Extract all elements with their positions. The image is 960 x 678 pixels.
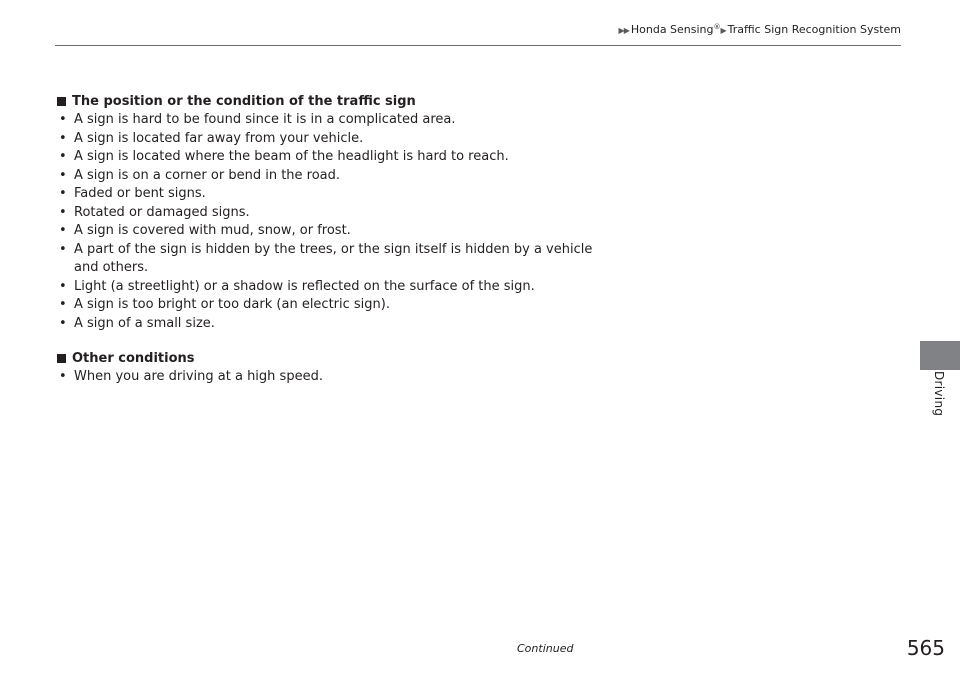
bullet-icon: • xyxy=(59,149,67,164)
list-item: • A sign is located where the beam of the headlight is hard to reach. xyxy=(55,148,615,167)
chapter-tab xyxy=(920,341,960,370)
section-spacer xyxy=(55,333,615,349)
chapter-label: Driving xyxy=(932,371,946,417)
bullet-icon: • xyxy=(59,278,67,294)
list-item: • Light (a streetlight) or a shadow is reflected on the surface of the sign. xyxy=(55,278,615,297)
continued-note: Continued xyxy=(517,642,574,655)
section-heading-text: Other conditions xyxy=(72,351,195,366)
bullet-icon: • xyxy=(59,186,67,201)
sign-condition-list xyxy=(55,111,615,333)
list-item: • Rotated or damaged signs. xyxy=(55,204,615,223)
breadcrumb-topic: Traffic Sign Recognition System xyxy=(727,23,901,36)
list-item: • A sign is too bright or too dark (an electric sign). xyxy=(55,296,615,315)
section-heading-sign-condition xyxy=(55,92,615,111)
square-bullet-icon xyxy=(57,354,66,363)
section-heading-text: The position or the condition of the traffic sign xyxy=(72,94,416,109)
breadcrumb xyxy=(619,19,901,39)
arrow-icon: ▶ xyxy=(720,26,726,35)
page-number: 565 xyxy=(906,636,945,660)
list-item: • A part of the sign is hidden by the trees, or the sign itself is hidden by a vehicle and others. xyxy=(59,241,593,275)
double-arrow-icon: ▶▶ xyxy=(618,26,629,35)
bullet-icon: • xyxy=(59,241,67,257)
list-item: • A sign is located far away from your vehicle. xyxy=(55,130,615,149)
main-content xyxy=(55,92,615,387)
bullet-icon: • xyxy=(59,369,67,384)
breadcrumb-section: Honda Sensing xyxy=(630,23,714,36)
bullet-icon: • xyxy=(59,297,67,312)
square-bullet-icon xyxy=(57,97,66,106)
list-item: • A sign is on a corner or bend in the road. xyxy=(55,167,615,186)
list-item: • Faded or bent signs. xyxy=(55,185,615,204)
section-heading-other-conditions xyxy=(55,349,615,368)
list-item: • A sign of a small size. xyxy=(55,315,615,334)
other-conditions-list xyxy=(55,368,615,387)
list-item: • A sign is covered with mud, snow, or frost. xyxy=(55,222,615,241)
bullet-icon: • xyxy=(59,112,67,127)
bullet-icon: • xyxy=(59,223,67,238)
registered-mark: ® xyxy=(713,23,721,31)
list-item: • When you are driving at a high speed. xyxy=(55,368,615,387)
bullet-icon: • xyxy=(59,204,67,220)
list-item: • A sign is hard to be found since it is in a complicated area. xyxy=(55,111,615,130)
bullet-icon: • xyxy=(59,315,67,331)
bullet-icon: • xyxy=(59,167,67,183)
header-divider xyxy=(55,45,901,46)
bullet-icon: • xyxy=(59,130,67,146)
